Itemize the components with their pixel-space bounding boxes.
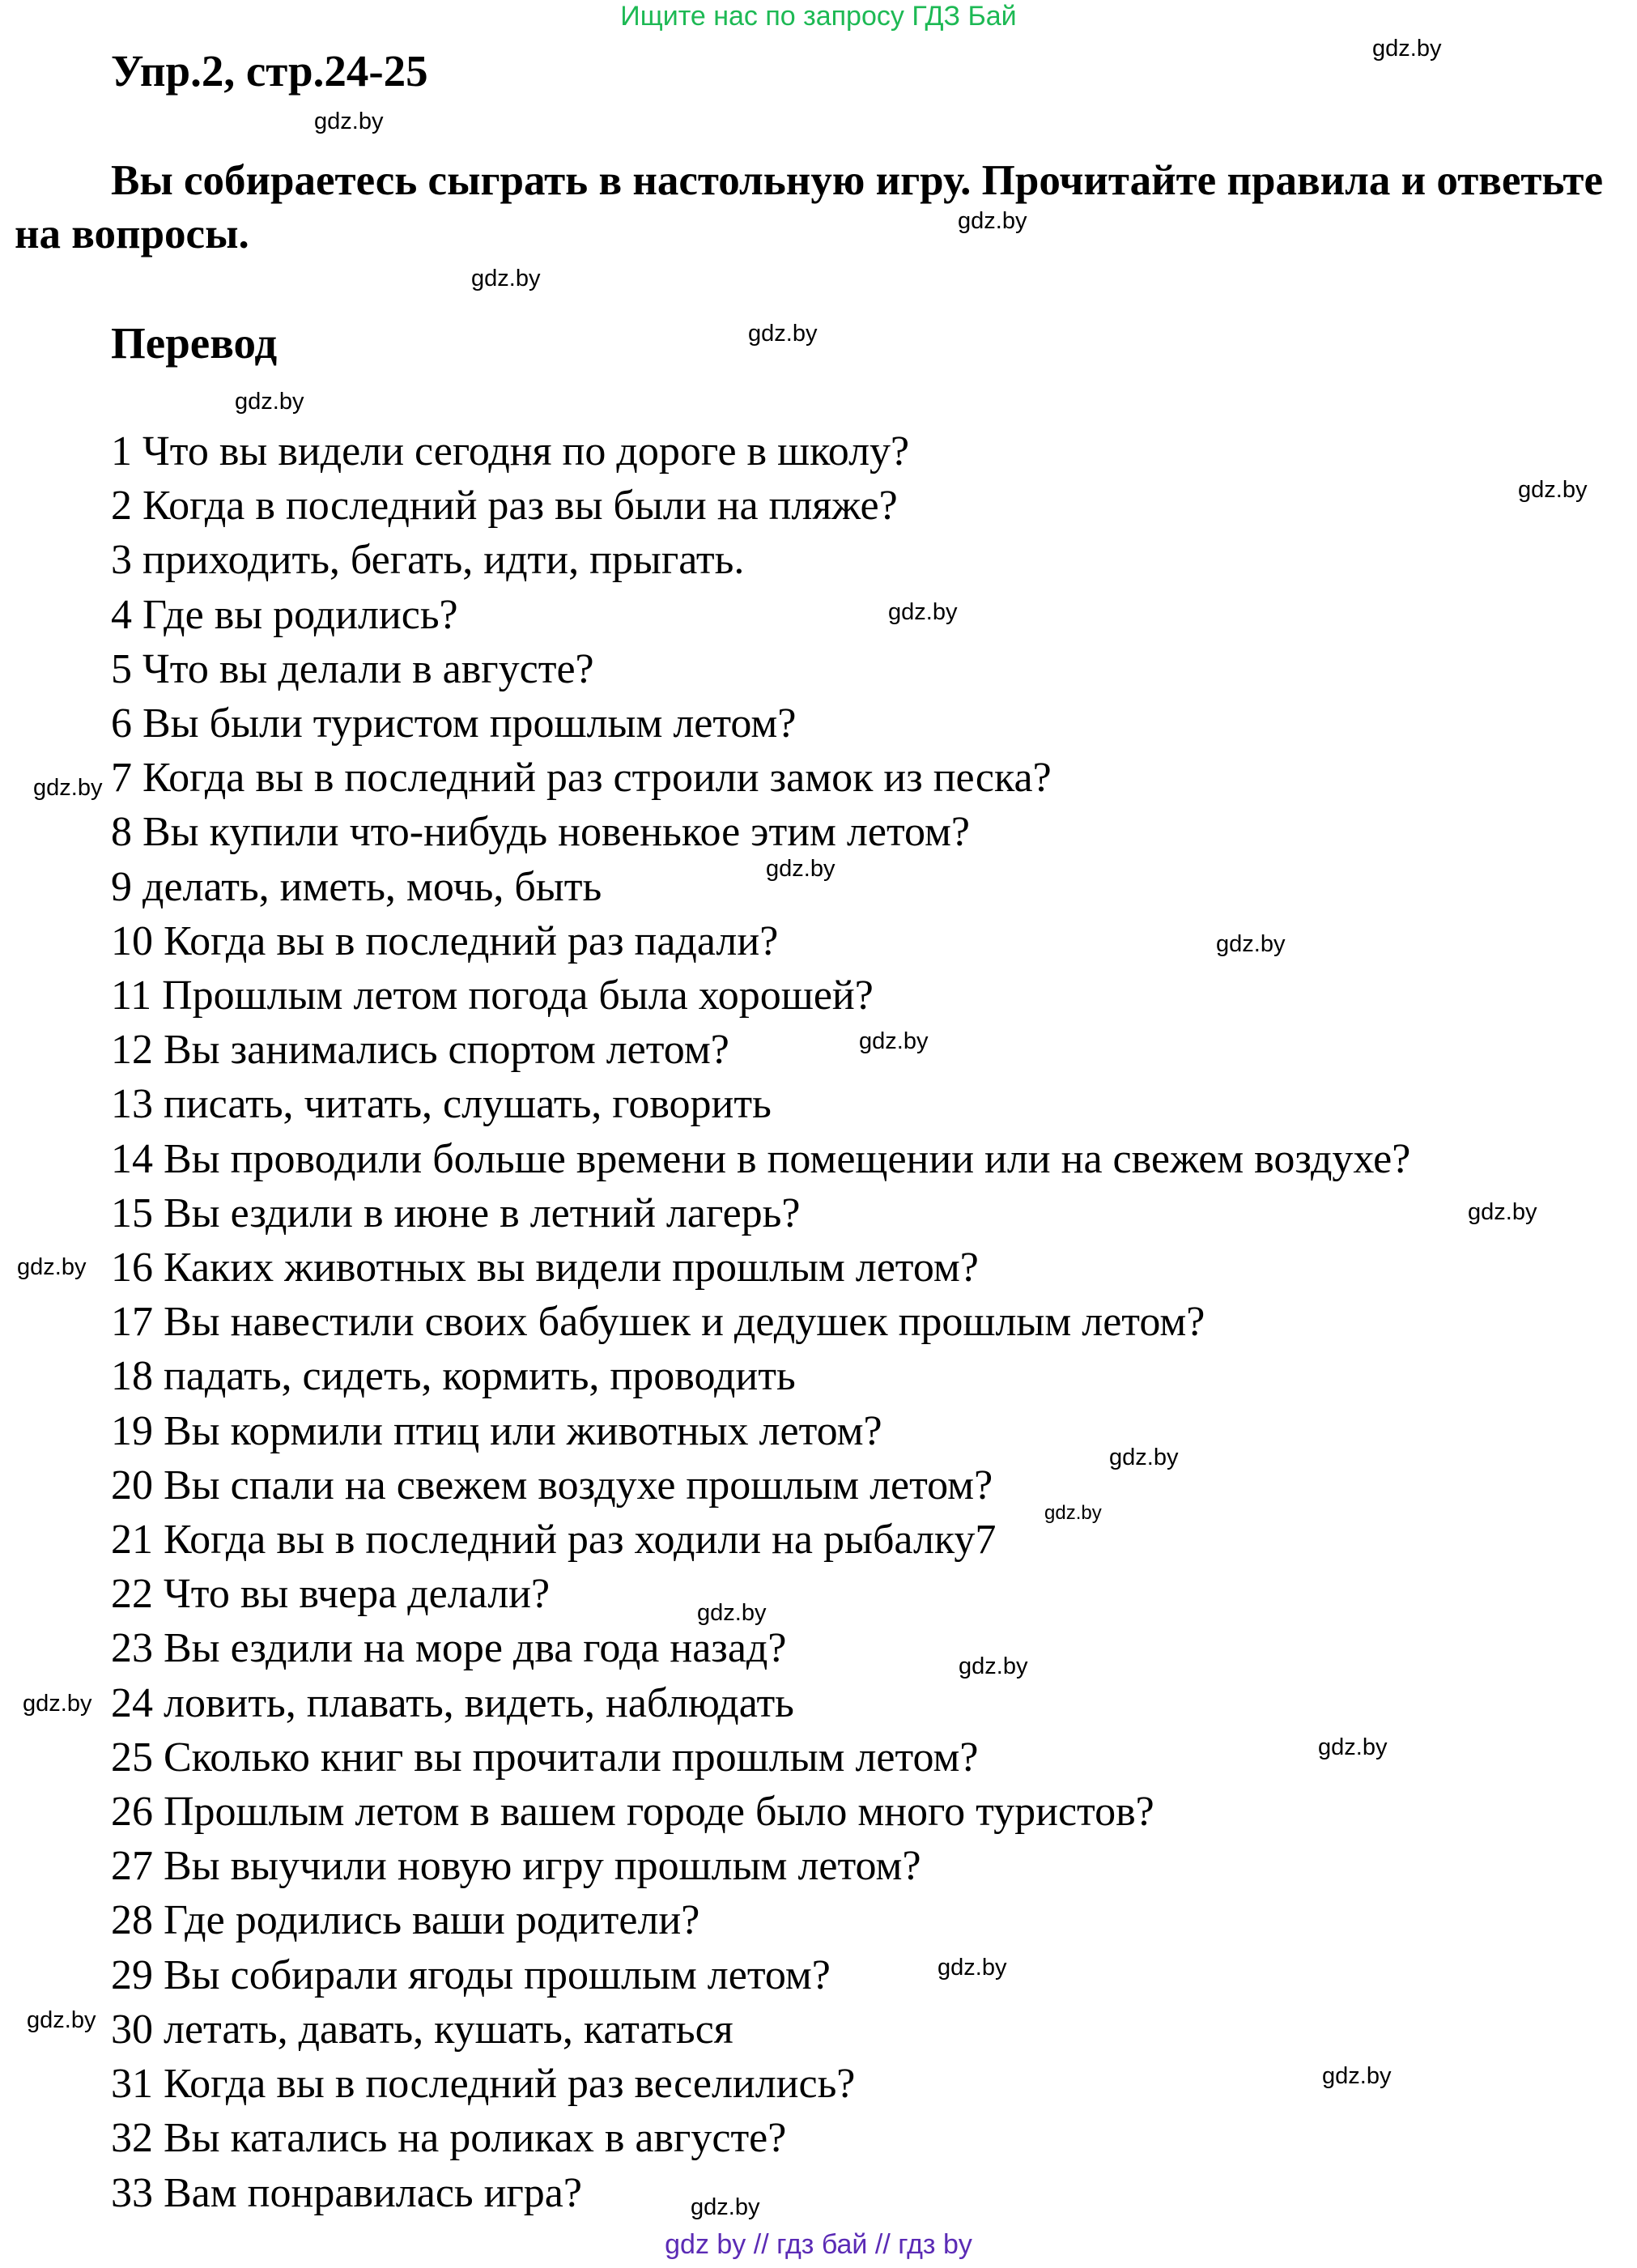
watermark: gdz.by [314, 109, 384, 134]
watermark: gdz.by [958, 208, 1027, 234]
watermark: gdz.by [959, 1653, 1028, 1679]
question-item: 15 Вы ездили в июне в летний лагерь? [111, 1189, 801, 1236]
question-item: 14 Вы проводили больше времени в помещении или на свежем воздухе? [111, 1135, 1411, 1182]
question-item: 25 Сколько книг вы прочитали прошлым летом? [111, 1734, 979, 1781]
watermark: gdz.by [691, 2194, 760, 2220]
watermark: gdz.by [33, 775, 103, 801]
question-item: 7 Когда вы в последний раз строили замок из песка? [111, 755, 1052, 802]
watermark: gdz.by [697, 1600, 767, 1626]
watermark: gdz.by [766, 856, 836, 882]
question-item: 32 Вы катались на роликах в августе? [111, 2115, 787, 2162]
question-item: 16 Каких животных вы видели прошлым летом? [111, 1245, 979, 1291]
question-list [111, 424, 1625, 2220]
watermark: gdz.by [1044, 1502, 1102, 1524]
question-item: 21 Когда вы в последний раз ходили на рыбалку7 [111, 1517, 997, 1564]
watermark: gdz.by [859, 1028, 929, 1054]
watermark: gdz.by [23, 1691, 92, 1717]
watermark: gdz.by [1322, 2063, 1392, 2089]
question-item: 19 Вы кормили птиц или животных летом? [111, 1407, 882, 1454]
question-item: 10 Когда вы в последний раз падали? [111, 917, 779, 964]
task-instruction: Вы собираетесь сыграть в настольную игру. Прочитайте правила и ответьте на вопросы. [15, 157, 1603, 257]
question-item: 23 Вы ездили на море два года назад? [111, 1625, 787, 1672]
question-item: 8 Вы купили что-нибудь новенькое этим летом? [111, 809, 970, 856]
watermark: gdz.by [938, 1955, 1007, 1981]
question-item: 2 Когда в последний раз вы были на пляже? [111, 483, 898, 530]
top-banner: Ищите нас по запросу ГДЗ Бай [620, 1, 1017, 32]
question-item: 3 приходить, бегать, идти, прыгать. [111, 537, 745, 584]
question-item: 18 падать, сидеть, кормить, проводить [111, 1353, 796, 1400]
watermark: gdz.by [1216, 931, 1286, 957]
watermark: gdz.by [471, 266, 541, 291]
watermark: gdz.by [1318, 1734, 1388, 1760]
watermark: gdz.by [748, 321, 818, 347]
question-item: 24 ловить, плавать, видеть, наблюдать [111, 1679, 794, 1726]
question-item: 27 Вы выучили новую игру прошлым летом? [111, 1843, 921, 1890]
watermark: gdz.by [888, 599, 958, 625]
question-item: 17 Вы навестили своих бабушек и дедушек прошлым летом? [111, 1299, 1205, 1346]
question-item: 11 Прошлым летом погода была хорошей? [111, 972, 874, 1019]
watermark: gdz.by [235, 389, 304, 415]
exercise-title: Упр.2, стр.24-25 [111, 46, 428, 96]
question-item: 5 Что вы делали в августе? [111, 645, 594, 692]
question-item: 22 Что вы вчера делали? [111, 1571, 551, 1618]
question-item: 31 Когда вы в последний раз веселились? [111, 2061, 856, 2108]
question-item: 28 Где родились ваши родители? [111, 1897, 700, 1944]
translation-heading: Перевод [111, 318, 278, 368]
watermark: gdz.by [1468, 1199, 1537, 1225]
question-item: 9 делать, иметь, мочь, быть [111, 863, 602, 910]
question-item: 29 Вы собирали ягоды прошлым летом? [111, 1951, 831, 1998]
watermark: gdz.by [27, 2007, 96, 2033]
watermark: gdz.by [17, 1254, 87, 1280]
question-item: 4 Где вы родились? [111, 591, 458, 638]
question-item: 6 Вы были туристом прошлым летом? [111, 700, 797, 747]
watermark: gdz.by [1109, 1445, 1179, 1470]
question-item: 33 Вам понравилась игра? [111, 2169, 582, 2216]
watermark: gdz.by [1372, 36, 1442, 62]
watermark: gdz.by [1518, 477, 1588, 503]
question-item: 1 Что вы видели сегодня по дороге в школу? [111, 428, 910, 474]
footer-links: gdz by // гдз бай // гдз by [665, 2229, 972, 2260]
question-item: 30 летать, давать, кушать, кататься [111, 2006, 733, 2053]
question-item: 26 Прошлым летом в вашем городе было много туристов? [111, 1789, 1154, 1836]
question-item: 12 Вы занимались спортом летом? [111, 1027, 729, 1074]
question-item: 13 писать, читать, слушать, говорить [111, 1081, 772, 1128]
question-item: 20 Вы спали на свежем воздухе прошлым летом? [111, 1462, 993, 1508]
